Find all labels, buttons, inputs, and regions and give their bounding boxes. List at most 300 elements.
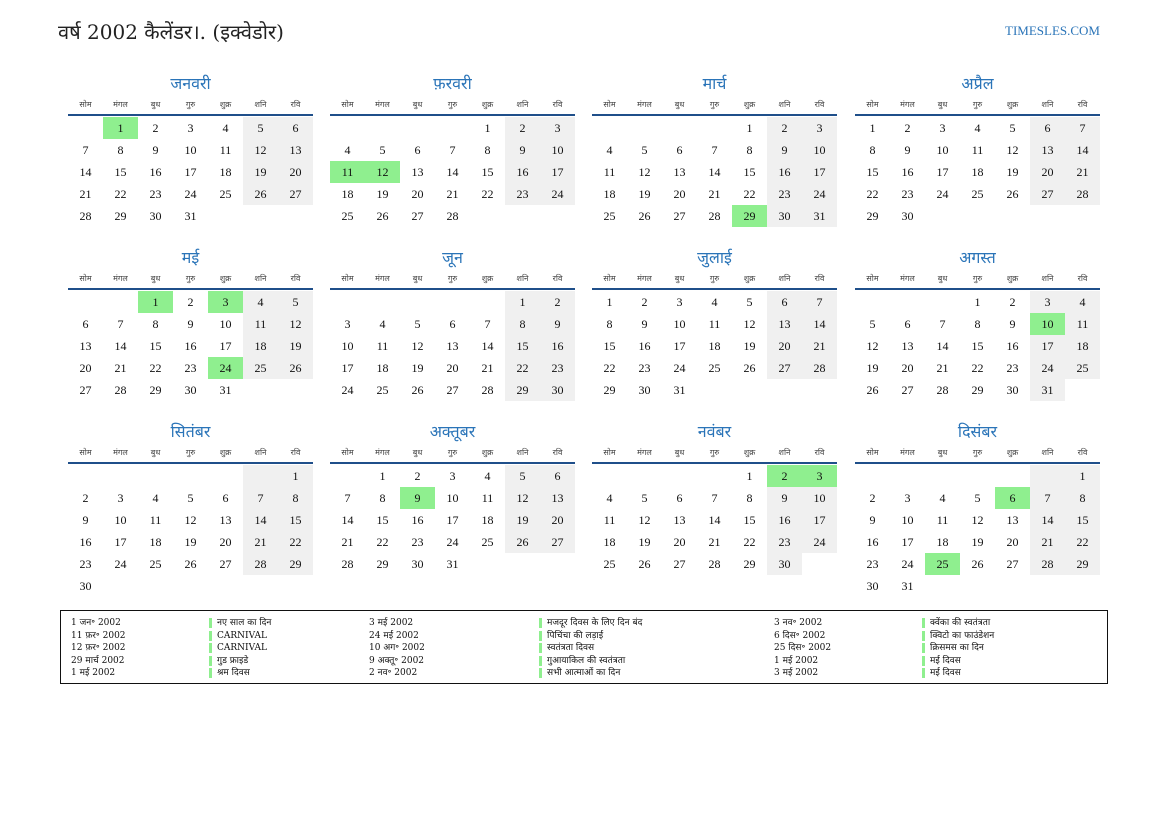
day-cell[interactable]: 26 [1006, 187, 1019, 201]
day-cell[interactable]: 6 [995, 487, 1030, 509]
day-cell[interactable]: 3 [344, 317, 351, 331]
day-cell[interactable]: 5 [243, 117, 278, 139]
day-cell[interactable]: 19 [1006, 165, 1019, 179]
day-cell[interactable]: 2 [505, 117, 540, 139]
day-cell[interactable]: 5 [187, 491, 194, 505]
day-cell[interactable]: 18 [603, 535, 616, 549]
day-cell[interactable]: 22 [971, 361, 984, 375]
day-cell[interactable]: 22 [603, 361, 616, 375]
day-cell[interactable]: 14 [79, 165, 92, 179]
day-cell[interactable]: 9 [904, 143, 911, 157]
day-cell[interactable]: 20 [1006, 535, 1019, 549]
day-cell[interactable]: 18 [971, 165, 984, 179]
day-cell[interactable]: 29 [732, 205, 767, 227]
day-cell[interactable]: 2 [904, 121, 911, 135]
day-cell[interactable]: 26 [505, 531, 540, 553]
day-cell[interactable]: 29 [149, 383, 162, 397]
day-cell[interactable]: 11 [971, 143, 984, 157]
day-cell[interactable]: 8 [505, 313, 540, 335]
day-cell[interactable]: 7 [243, 487, 278, 509]
day-cell[interactable]: 22 [505, 357, 540, 379]
day-cell[interactable]: 19 [638, 535, 651, 549]
day-cell[interactable]: 15 [603, 339, 616, 353]
day-cell[interactable]: 16 [149, 165, 162, 179]
day-cell[interactable]: 16 [79, 535, 92, 549]
day-cell[interactable]: 26 [638, 557, 651, 571]
day-cell[interactable]: 24 [673, 361, 686, 375]
day-cell[interactable]: 17 [184, 165, 197, 179]
day-cell[interactable]: 17 [114, 535, 127, 549]
day-cell[interactable]: 8 [484, 143, 491, 157]
day-cell[interactable]: 13 [411, 165, 424, 179]
day-cell[interactable]: 16 [767, 161, 802, 183]
day-cell[interactable]: 25 [243, 357, 278, 379]
day-cell[interactable]: 17 [802, 509, 837, 531]
day-cell[interactable]: 10 [802, 487, 837, 509]
day-cell[interactable]: 13 [1030, 139, 1065, 161]
day-cell[interactable]: 21 [481, 361, 494, 375]
day-cell[interactable]: 25 [925, 553, 960, 575]
day-cell[interactable]: 9 [152, 143, 159, 157]
day-cell[interactable]: 1 [606, 295, 613, 309]
day-cell[interactable]: 9 [767, 139, 802, 161]
day-cell[interactable]: 14 [446, 165, 459, 179]
day-cell[interactable]: 11 [708, 317, 721, 331]
day-cell[interactable]: 25 [603, 209, 616, 223]
day-cell[interactable]: 24 [802, 183, 837, 205]
day-cell[interactable]: 9 [400, 487, 435, 509]
day-cell[interactable]: 24 [540, 183, 575, 205]
day-cell[interactable]: 3 [208, 291, 243, 313]
day-cell[interactable]: 2 [540, 291, 575, 313]
day-cell[interactable]: 4 [1065, 291, 1100, 313]
day-cell[interactable]: 4 [974, 121, 981, 135]
day-cell[interactable]: 1 [484, 121, 491, 135]
day-cell[interactable]: 11 [936, 513, 949, 527]
day-cell[interactable]: 19 [638, 187, 651, 201]
day-cell[interactable]: 24 [1030, 357, 1065, 379]
day-cell[interactable]: 9 [869, 513, 876, 527]
day-cell[interactable]: 23 [184, 361, 197, 375]
day-cell[interactable]: 15 [971, 339, 984, 353]
day-cell[interactable]: 3 [904, 491, 911, 505]
day-cell[interactable]: 27 [673, 557, 686, 571]
day-cell[interactable]: 10 [446, 491, 459, 505]
day-cell[interactable]: 28 [243, 553, 278, 575]
day-cell[interactable]: 16 [1006, 339, 1019, 353]
day-cell[interactable]: 10 [802, 139, 837, 161]
day-cell[interactable]: 7 [711, 491, 718, 505]
day-cell[interactable]: 26 [411, 383, 424, 397]
day-cell[interactable]: 16 [638, 339, 651, 353]
day-cell[interactable]: 24 [446, 535, 459, 549]
day-cell[interactable]: 24 [114, 557, 127, 571]
day-cell[interactable]: 1 [103, 117, 138, 139]
day-cell[interactable]: 10 [1030, 313, 1065, 335]
day-cell[interactable]: 4 [606, 491, 613, 505]
day-cell[interactable]: 13 [540, 487, 575, 509]
day-cell[interactable]: 24 [208, 357, 243, 379]
day-cell[interactable]: 13 [673, 165, 686, 179]
day-cell[interactable]: 8 [869, 143, 876, 157]
day-cell[interactable]: 15 [1065, 509, 1100, 531]
day-cell[interactable]: 18 [936, 535, 949, 549]
day-cell[interactable]: 3 [187, 121, 194, 135]
day-cell[interactable]: 5 [278, 291, 313, 313]
day-cell[interactable]: 27 [219, 557, 232, 571]
day-cell[interactable]: 18 [1065, 335, 1100, 357]
day-cell[interactable]: 26 [971, 557, 984, 571]
day-cell[interactable]: 24 [184, 187, 197, 201]
day-cell[interactable]: 20 [278, 161, 313, 183]
day-cell[interactable]: 23 [767, 183, 802, 205]
day-cell[interactable]: 8 [606, 317, 613, 331]
day-cell[interactable]: 19 [376, 187, 389, 201]
day-cell[interactable]: 3 [802, 117, 837, 139]
day-cell[interactable]: 19 [505, 509, 540, 531]
day-cell[interactable]: 14 [802, 313, 837, 335]
day-cell[interactable]: 3 [449, 469, 456, 483]
day-cell[interactable]: 29 [603, 383, 616, 397]
day-cell[interactable]: 5 [869, 317, 876, 331]
day-cell[interactable]: 16 [505, 161, 540, 183]
day-cell[interactable]: 28 [1030, 553, 1065, 575]
day-cell[interactable]: 17 [673, 339, 686, 353]
day-cell[interactable]: 25 [481, 535, 494, 549]
day-cell[interactable]: 18 [376, 361, 389, 375]
day-cell[interactable]: 13 [219, 513, 232, 527]
day-cell[interactable]: 23 [1006, 361, 1019, 375]
day-cell[interactable]: 17 [341, 361, 354, 375]
day-cell[interactable]: 6 [676, 491, 683, 505]
day-cell[interactable]: 25 [708, 361, 721, 375]
day-cell[interactable]: 21 [708, 535, 721, 549]
day-cell[interactable]: 21 [79, 187, 92, 201]
day-cell[interactable]: 5 [974, 491, 981, 505]
day-cell[interactable]: 4 [344, 143, 351, 157]
day-cell[interactable]: 22 [114, 187, 127, 201]
day-cell[interactable]: 29 [971, 383, 984, 397]
day-cell[interactable]: 5 [505, 465, 540, 487]
day-cell[interactable]: 12 [971, 513, 984, 527]
day-cell[interactable]: 16 [767, 509, 802, 531]
day-cell[interactable]: 20 [673, 535, 686, 549]
day-cell[interactable]: 14 [341, 513, 354, 527]
day-cell[interactable]: 4 [939, 491, 946, 505]
day-cell[interactable]: 30 [184, 383, 197, 397]
day-cell[interactable]: 1 [278, 465, 313, 487]
day-cell[interactable]: 22 [743, 187, 756, 201]
day-cell[interactable]: 25 [971, 187, 984, 201]
day-cell[interactable]: 9 [187, 317, 194, 331]
day-cell[interactable]: 26 [184, 557, 197, 571]
day-cell[interactable]: 29 [1065, 553, 1100, 575]
day-cell[interactable]: 14 [114, 339, 127, 353]
day-cell[interactable]: 7 [939, 317, 946, 331]
day-cell[interactable]: 31 [901, 579, 914, 593]
day-cell[interactable]: 19 [184, 535, 197, 549]
day-cell[interactable]: 15 [743, 165, 756, 179]
day-cell[interactable]: 16 [411, 513, 424, 527]
day-cell[interactable]: 27 [1006, 557, 1019, 571]
day-cell[interactable]: 28 [341, 557, 354, 571]
day-cell[interactable]: 14 [1065, 139, 1100, 161]
day-cell[interactable]: 29 [376, 557, 389, 571]
day-cell[interactable]: 11 [1065, 313, 1100, 335]
day-cell[interactable]: 21 [1065, 161, 1100, 183]
day-cell[interactable]: 12 [278, 313, 313, 335]
day-cell[interactable]: 15 [743, 513, 756, 527]
day-cell[interactable]: 27 [79, 383, 92, 397]
day-cell[interactable]: 24 [341, 383, 354, 397]
day-cell[interactable]: 30 [866, 579, 879, 593]
day-cell[interactable]: 25 [149, 557, 162, 571]
day-cell[interactable]: 13 [446, 339, 459, 353]
day-cell[interactable]: 4 [484, 469, 491, 483]
day-cell[interactable]: 4 [222, 121, 229, 135]
day-cell[interactable]: 31 [1030, 379, 1065, 401]
day-cell[interactable]: 30 [540, 379, 575, 401]
day-cell[interactable]: 22 [481, 187, 494, 201]
day-cell[interactable]: 6 [767, 291, 802, 313]
day-cell[interactable]: 7 [802, 291, 837, 313]
day-cell[interactable]: 3 [117, 491, 124, 505]
day-cell[interactable]: 6 [82, 317, 89, 331]
day-cell[interactable]: 27 [540, 531, 575, 553]
day-cell[interactable]: 23 [505, 183, 540, 205]
day-cell[interactable]: 9 [641, 317, 648, 331]
day-cell[interactable]: 20 [79, 361, 92, 375]
day-cell[interactable]: 28 [1065, 183, 1100, 205]
day-cell[interactable]: 15 [505, 335, 540, 357]
day-cell[interactable]: 3 [939, 121, 946, 135]
site-link[interactable]: TIMESLES.COM [1005, 23, 1100, 38]
day-cell[interactable]: 10 [341, 339, 354, 353]
day-cell[interactable]: 26 [866, 383, 879, 397]
day-cell[interactable]: 19 [971, 535, 984, 549]
day-cell[interactable]: 6 [222, 491, 229, 505]
day-cell[interactable]: 22 [376, 535, 389, 549]
day-cell[interactable]: 21 [1030, 531, 1065, 553]
day-cell[interactable]: 7 [449, 143, 456, 157]
day-cell[interactable]: 23 [638, 361, 651, 375]
day-cell[interactable]: 29 [866, 209, 879, 223]
day-cell[interactable]: 31 [802, 205, 837, 227]
day-cell[interactable]: 3 [802, 465, 837, 487]
day-cell[interactable]: 17 [802, 161, 837, 183]
day-cell[interactable]: 17 [901, 535, 914, 549]
day-cell[interactable]: 16 [866, 535, 879, 549]
day-cell[interactable]: 5 [1009, 121, 1016, 135]
day-cell[interactable]: 28 [481, 383, 494, 397]
day-cell[interactable]: 25 [219, 187, 232, 201]
day-cell[interactable]: 6 [1030, 117, 1065, 139]
day-cell[interactable]: 17 [936, 165, 949, 179]
day-cell[interactable]: 17 [1030, 335, 1065, 357]
day-cell[interactable]: 6 [540, 465, 575, 487]
day-cell[interactable]: 3 [676, 295, 683, 309]
day-cell[interactable]: 30 [638, 383, 651, 397]
day-cell[interactable]: 26 [243, 183, 278, 205]
day-cell[interactable]: 1 [974, 295, 981, 309]
day-cell[interactable]: 11 [330, 161, 365, 183]
day-cell[interactable]: 18 [219, 165, 232, 179]
day-cell[interactable]: 29 [505, 379, 540, 401]
day-cell[interactable]: 18 [149, 535, 162, 549]
day-cell[interactable]: 2 [187, 295, 194, 309]
day-cell[interactable]: 30 [79, 579, 92, 593]
day-cell[interactable]: 9 [505, 139, 540, 161]
day-cell[interactable]: 8 [278, 487, 313, 509]
day-cell[interactable]: 11 [376, 339, 389, 353]
day-cell[interactable]: 19 [411, 361, 424, 375]
day-cell[interactable]: 12 [1006, 143, 1019, 157]
day-cell[interactable]: 13 [1006, 513, 1019, 527]
day-cell[interactable]: 20 [767, 335, 802, 357]
day-cell[interactable]: 2 [641, 295, 648, 309]
day-cell[interactable]: 6 [449, 317, 456, 331]
day-cell[interactable]: 4 [379, 317, 386, 331]
day-cell[interactable]: 25 [603, 557, 616, 571]
day-cell[interactable]: 14 [243, 509, 278, 531]
day-cell[interactable]: 1 [138, 291, 173, 313]
day-cell[interactable]: 23 [149, 187, 162, 201]
day-cell[interactable]: 30 [1006, 383, 1019, 397]
day-cell[interactable]: 13 [79, 339, 92, 353]
day-cell[interactable]: 8 [152, 317, 159, 331]
day-cell[interactable]: 29 [743, 557, 756, 571]
day-cell[interactable]: 8 [379, 491, 386, 505]
day-cell[interactable]: 2 [152, 121, 159, 135]
day-cell[interactable]: 11 [481, 491, 494, 505]
day-cell[interactable]: 23 [411, 535, 424, 549]
day-cell[interactable]: 12 [638, 513, 651, 527]
day-cell[interactable]: 9 [767, 487, 802, 509]
day-cell[interactable]: 13 [278, 139, 313, 161]
day-cell[interactable]: 22 [743, 535, 756, 549]
day-cell[interactable]: 9 [1009, 317, 1016, 331]
day-cell[interactable]: 5 [379, 143, 386, 157]
day-cell[interactable]: 5 [641, 143, 648, 157]
day-cell[interactable]: 13 [767, 313, 802, 335]
day-cell[interactable]: 22 [149, 361, 162, 375]
day-cell[interactable]: 10 [184, 143, 197, 157]
day-cell[interactable]: 7 [1065, 117, 1100, 139]
day-cell[interactable]: 29 [278, 553, 313, 575]
day-cell[interactable]: 12 [411, 339, 424, 353]
day-cell[interactable]: 28 [446, 209, 459, 223]
day-cell[interactable]: 15 [481, 165, 494, 179]
day-cell[interactable]: 4 [152, 491, 159, 505]
day-cell[interactable]: 6 [278, 117, 313, 139]
day-cell[interactable]: 12 [743, 317, 756, 331]
day-cell[interactable]: 8 [117, 143, 124, 157]
day-cell[interactable]: 24 [936, 187, 949, 201]
day-cell[interactable]: 19 [743, 339, 756, 353]
day-cell[interactable]: 30 [411, 557, 424, 571]
day-cell[interactable]: 11 [219, 143, 232, 157]
day-cell[interactable]: 2 [869, 491, 876, 505]
day-cell[interactable]: 20 [411, 187, 424, 201]
day-cell[interactable]: 21 [446, 187, 459, 201]
day-cell[interactable]: 23 [866, 557, 879, 571]
day-cell[interactable]: 11 [149, 513, 162, 527]
day-cell[interactable]: 27 [411, 209, 424, 223]
day-cell[interactable]: 23 [540, 357, 575, 379]
day-cell[interactable]: 28 [79, 209, 92, 223]
day-cell[interactable]: 12 [866, 339, 879, 353]
day-cell[interactable]: 18 [708, 339, 721, 353]
day-cell[interactable]: 20 [901, 361, 914, 375]
day-cell[interactable]: 7 [711, 143, 718, 157]
day-cell[interactable]: 30 [767, 205, 802, 227]
day-cell[interactable]: 31 [184, 209, 197, 223]
day-cell[interactable]: 5 [746, 295, 753, 309]
day-cell[interactable]: 15 [114, 165, 127, 179]
day-cell[interactable]: 30 [901, 209, 914, 223]
day-cell[interactable]: 14 [1030, 509, 1065, 531]
day-cell[interactable]: 1 [379, 469, 386, 483]
day-cell[interactable]: 19 [866, 361, 879, 375]
day-cell[interactable]: 2 [767, 465, 802, 487]
day-cell[interactable]: 24 [802, 531, 837, 553]
day-cell[interactable]: 28 [708, 209, 721, 223]
day-cell[interactable]: 6 [904, 317, 911, 331]
day-cell[interactable]: 8 [974, 317, 981, 331]
day-cell[interactable]: 11 [603, 165, 616, 179]
day-cell[interactable]: 25 [341, 209, 354, 223]
day-cell[interactable]: 10 [114, 513, 127, 527]
day-cell[interactable]: 14 [708, 165, 721, 179]
day-cell[interactable]: 12 [505, 487, 540, 509]
day-cell[interactable]: 17 [446, 513, 459, 527]
day-cell[interactable]: 6 [414, 143, 421, 157]
day-cell[interactable]: 2 [767, 117, 802, 139]
day-cell[interactable]: 18 [341, 187, 354, 201]
day-cell[interactable]: 11 [243, 313, 278, 335]
day-cell[interactable]: 27 [278, 183, 313, 205]
day-cell[interactable]: 17 [219, 339, 232, 353]
day-cell[interactable]: 7 [82, 143, 89, 157]
day-cell[interactable]: 29 [114, 209, 127, 223]
day-cell[interactable]: 26 [278, 357, 313, 379]
day-cell[interactable]: 28 [708, 557, 721, 571]
day-cell[interactable]: 15 [866, 165, 879, 179]
day-cell[interactable]: 5 [641, 491, 648, 505]
day-cell[interactable]: 12 [638, 165, 651, 179]
day-cell[interactable]: 1 [869, 121, 876, 135]
day-cell[interactable]: 31 [673, 383, 686, 397]
day-cell[interactable]: 12 [184, 513, 197, 527]
day-cell[interactable]: 21 [708, 187, 721, 201]
day-cell[interactable]: 1 [746, 121, 753, 135]
day-cell[interactable]: 10 [219, 317, 232, 331]
day-cell[interactable]: 22 [278, 531, 313, 553]
day-cell[interactable]: 11 [603, 513, 616, 527]
day-cell[interactable]: 9 [540, 313, 575, 335]
day-cell[interactable]: 31 [446, 557, 459, 571]
day-cell[interactable]: 15 [278, 509, 313, 531]
day-cell[interactable]: 12 [365, 161, 400, 183]
day-cell[interactable]: 10 [540, 139, 575, 161]
day-cell[interactable]: 8 [746, 143, 753, 157]
day-cell[interactable]: 1 [505, 291, 540, 313]
day-cell[interactable]: 7 [1030, 487, 1065, 509]
day-cell[interactable]: 21 [243, 531, 278, 553]
day-cell[interactable]: 20 [540, 509, 575, 531]
day-cell[interactable]: 25 [376, 383, 389, 397]
day-cell[interactable]: 4 [711, 295, 718, 309]
